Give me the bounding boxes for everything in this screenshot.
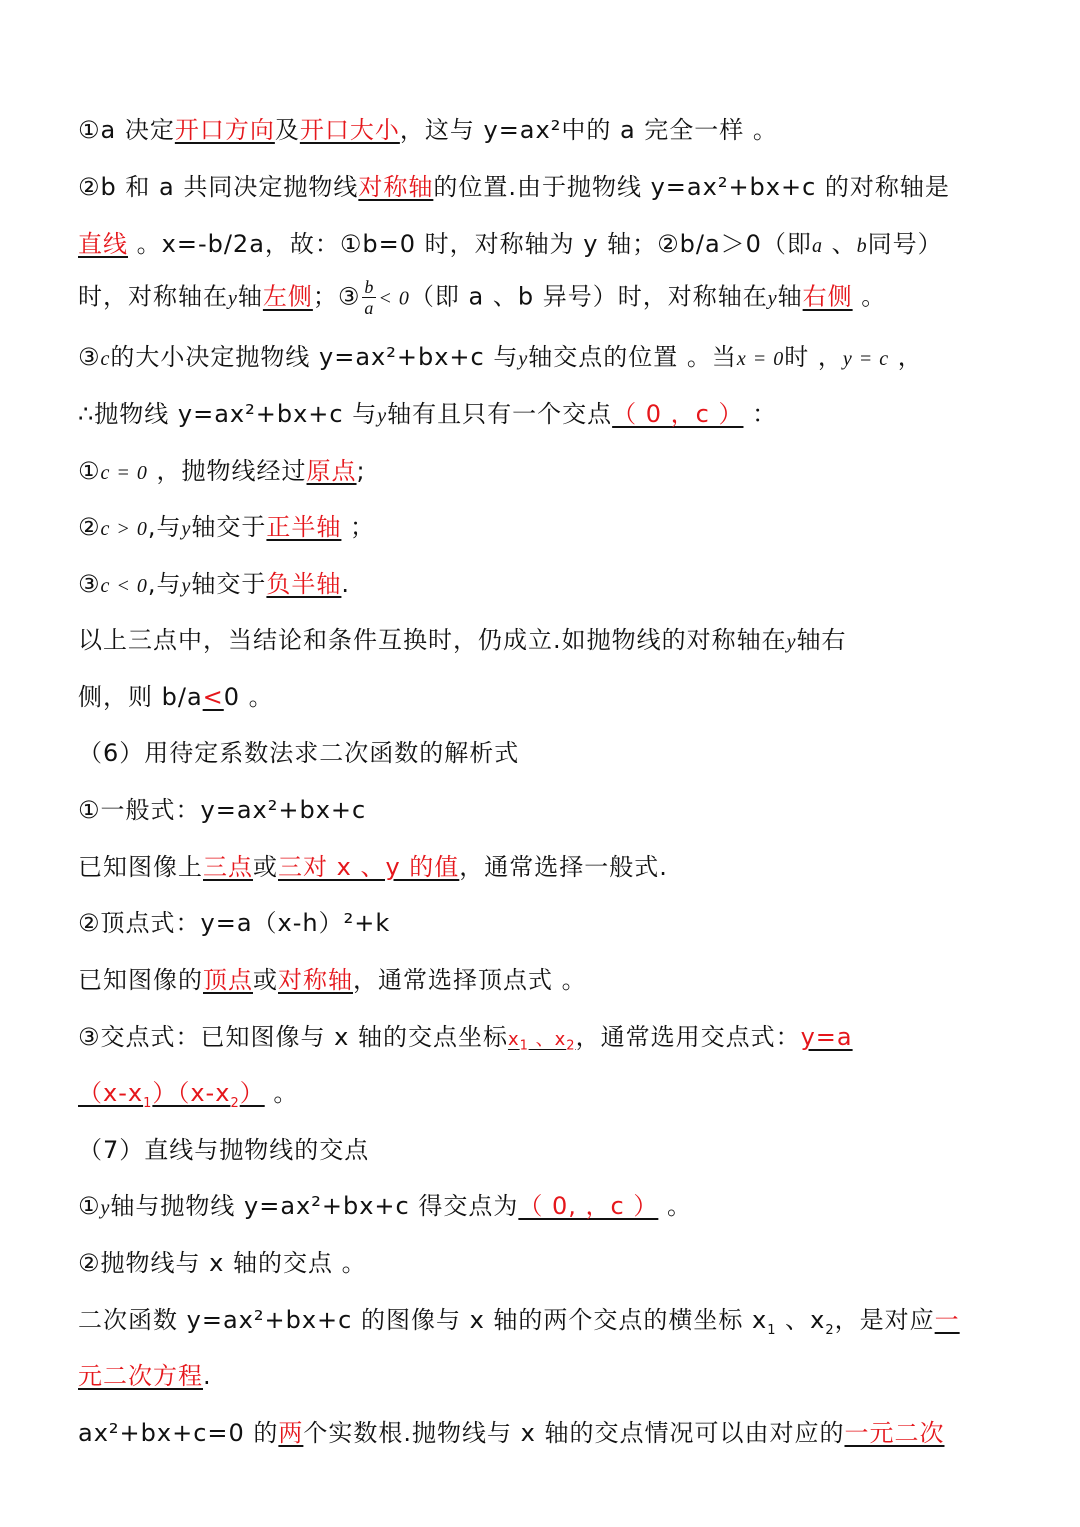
text: ，这与 y=ax²中的 a 完全一样 。 — [399, 116, 778, 144]
text: 或 — [253, 966, 278, 994]
answer-point-0-c: （ 0, ，c ） — [518, 1192, 659, 1220]
text: ；③ — [312, 282, 361, 311]
answer-left-side: 左侧 — [262, 282, 313, 311]
text: ）（x-x — [152, 1079, 231, 1107]
heading-text: （7）直线与抛物线的交点 — [78, 1136, 370, 1164]
text: ，通常选用交点式： — [575, 1023, 801, 1051]
math-c: c — [100, 348, 111, 370]
text: 0 。 — [223, 683, 274, 711]
math-y: y — [228, 287, 238, 310]
math-c-less-0: c < 0 — [100, 575, 148, 597]
line-straight-line — [78, 226, 943, 264]
line-left-right-side — [78, 277, 886, 318]
text: 已知图像的 — [78, 966, 203, 994]
text: 已知图像上 — [78, 853, 203, 881]
text: 、x — [776, 1306, 826, 1334]
math-y: y — [377, 405, 388, 427]
text: ，通常选择顶点式 。 — [353, 966, 587, 994]
math-y-equals-c: y = c — [842, 348, 890, 370]
subscript: 2 — [566, 1038, 576, 1054]
fraction-numerator: b — [364, 277, 375, 297]
text: ） — [239, 1079, 265, 1107]
text: ，抛物线经过 — [147, 457, 307, 485]
answer-symmetry-axis: 对称轴 — [358, 173, 434, 201]
answer-point-0-c: （ 0 ，c ） — [612, 400, 744, 428]
answer-quadratic-equation-end: 元二次方程 — [78, 1362, 203, 1390]
line-intercept-form-cont — [78, 1075, 298, 1122]
math-y: y — [767, 287, 778, 310]
answer-three-xy-pairs: 三对 x 、y 的值 — [278, 853, 460, 881]
text: 时 ， — [784, 343, 843, 371]
text: 轴与抛物线 y=ax²+bx+c 得交点为 — [110, 1192, 519, 1220]
answer-symmetry-axis: 对称轴 — [278, 966, 353, 994]
subscript: 2 — [825, 1322, 835, 1338]
text: 。 — [264, 1079, 299, 1107]
text: ； — [341, 513, 376, 541]
line-opening-direction — [78, 112, 778, 148]
answer-vertex: 顶点 — [203, 966, 253, 994]
answer-quadratic-start: 一元二次 — [844, 1419, 945, 1447]
subscript: 1 — [519, 1038, 529, 1054]
text: 。x=-b/2a，故：①b=0 时，对称轴为 y 轴；②b/a＞0（即 — [128, 230, 812, 258]
line-roots — [78, 1302, 960, 1349]
text: ,与 — [147, 513, 182, 541]
answer-intercept-form-end — [78, 1075, 265, 1122]
text: 轴 — [237, 282, 263, 311]
text: ∴抛物线 y=ax²+bx+c 与 — [78, 400, 378, 428]
line-real-roots — [78, 1415, 944, 1451]
answer-two: 两 — [278, 1419, 304, 1447]
math-c-greater-0: c > 0 — [100, 518, 148, 540]
line-general-form-usage — [78, 849, 668, 885]
text: ①一般式：y=ax²+bx+c — [78, 796, 367, 824]
line-c-negative — [78, 566, 350, 604]
text: ②b 和 a 共同决定抛物线 — [78, 173, 359, 201]
section-heading-7 — [78, 1132, 369, 1168]
heading-text: （6）用待定系数法求二次函数的解析式 — [78, 739, 520, 767]
line-vertex-form — [78, 905, 390, 941]
math-y: y — [181, 575, 192, 597]
line-b-over-a — [78, 679, 274, 715]
text: 轴有且只有一个交点 — [387, 400, 613, 428]
line-c-zero — [78, 453, 366, 491]
math-a: a — [811, 235, 823, 257]
text: ②顶点式：y=a（x-h）²+k — [78, 909, 391, 937]
text: 或 — [253, 853, 278, 881]
text: 。 — [852, 282, 887, 311]
math-y: y — [786, 631, 797, 653]
line-converse — [78, 622, 847, 660]
text: 轴交点的位置 。当 — [528, 343, 737, 371]
section-heading-6 — [78, 735, 519, 771]
line-symmetry-axis — [78, 169, 950, 205]
text: 侧，则 b/a — [78, 683, 203, 711]
text: 轴交于 — [191, 513, 267, 541]
text: ②抛物线与 x 轴的交点 。 — [78, 1249, 367, 1277]
subscript: 1 — [767, 1322, 777, 1338]
text: 二次函数 y=ax²+bx+c 的图像与 x 轴的两个交点的横坐标 x — [78, 1306, 768, 1334]
text: ② — [78, 513, 101, 541]
text: 。 — [658, 1192, 692, 1220]
answer-x1-x2 — [508, 1022, 576, 1065]
text: ①a 决定 — [78, 116, 175, 144]
text: ③交点式：已知图像与 x 轴的交点坐标 — [78, 1023, 508, 1051]
text: ，是对应 — [834, 1306, 935, 1334]
line-c-positive — [78, 509, 375, 547]
text: 轴交于 — [191, 570, 267, 598]
math-b: b — [856, 235, 868, 257]
math-y: y — [100, 1197, 111, 1219]
text: 时，对称轴在 — [78, 282, 228, 311]
line-vertex-form-usage — [78, 962, 587, 998]
text: 以上三点中，当结论和条件互换时，仍成立.如抛物线的对称轴在 — [78, 626, 787, 654]
answer-quadratic-equation-start: 一 — [934, 1306, 960, 1334]
text: . — [203, 1362, 212, 1390]
text: 的大小决定抛物线 y=ax²+bx+c 与 — [110, 343, 519, 371]
math-y: y — [518, 348, 529, 370]
text: 轴 — [777, 282, 803, 311]
answer-straight-line: 直线 — [78, 230, 128, 258]
line-x-axis-intersection — [78, 1245, 367, 1281]
text: . — [341, 570, 351, 598]
text: ，通常选择一般式. — [459, 853, 668, 881]
math-less-than-zero: < 0 — [378, 287, 410, 310]
line-y-axis-intersection — [78, 1188, 692, 1226]
text: ： — [743, 400, 778, 428]
subscript: 2 — [230, 1095, 240, 1111]
answer-right-side: 右侧 — [802, 282, 853, 311]
text: 个实数根.抛物线与 x 轴的交点情况可以由对应的 — [303, 1419, 845, 1447]
text: ① — [78, 457, 101, 485]
answer-negative-half-axis: 负半轴 — [266, 570, 342, 598]
math-x-equals-0: x = 0 — [736, 348, 785, 370]
fraction-denominator: a — [364, 298, 375, 318]
answer-three-points: 三点 — [203, 853, 253, 881]
text: 同号） — [867, 230, 943, 258]
text: ， — [889, 343, 923, 371]
text: 轴右 — [796, 626, 847, 654]
fraction-b-over-a — [362, 277, 376, 318]
text: 、 — [822, 230, 857, 258]
answer-positive-half-axis: 正半轴 — [266, 513, 342, 541]
text: ax²+bx+c=0 的 — [78, 1419, 279, 1447]
text: ① — [78, 1192, 101, 1220]
text: ③ — [78, 570, 101, 598]
answer-intercept-form-start: y=a — [800, 1023, 853, 1051]
line-one-intersection — [78, 396, 777, 434]
math-c-equals-0: c = 0 — [100, 462, 148, 484]
text: ; — [356, 457, 366, 485]
text: 、x — [528, 1029, 567, 1050]
line-c-intercept — [78, 339, 923, 377]
answer-origin: 原点 — [306, 457, 357, 485]
subscript: 1 — [143, 1095, 153, 1111]
text: ,与 — [147, 570, 182, 598]
line-intercept-form — [78, 1019, 853, 1065]
text: x — [507, 1029, 520, 1050]
text: ③ — [78, 343, 101, 371]
line-roots-cont — [78, 1358, 212, 1394]
answer-opening-size: 开口大小 — [299, 116, 400, 144]
text: 及 — [274, 116, 300, 144]
line-general-form — [78, 792, 366, 828]
answer-less-than: < — [202, 683, 224, 711]
text: 的位置.由于抛物线 y=ax²+bx+c 的对称轴是 — [433, 173, 950, 201]
math-y: y — [181, 518, 192, 540]
answer-opening-direction: 开口方向 — [174, 116, 275, 144]
text: （即 a 、b 异号）时，对称轴在 — [409, 282, 768, 311]
text: （x-x — [78, 1079, 144, 1107]
